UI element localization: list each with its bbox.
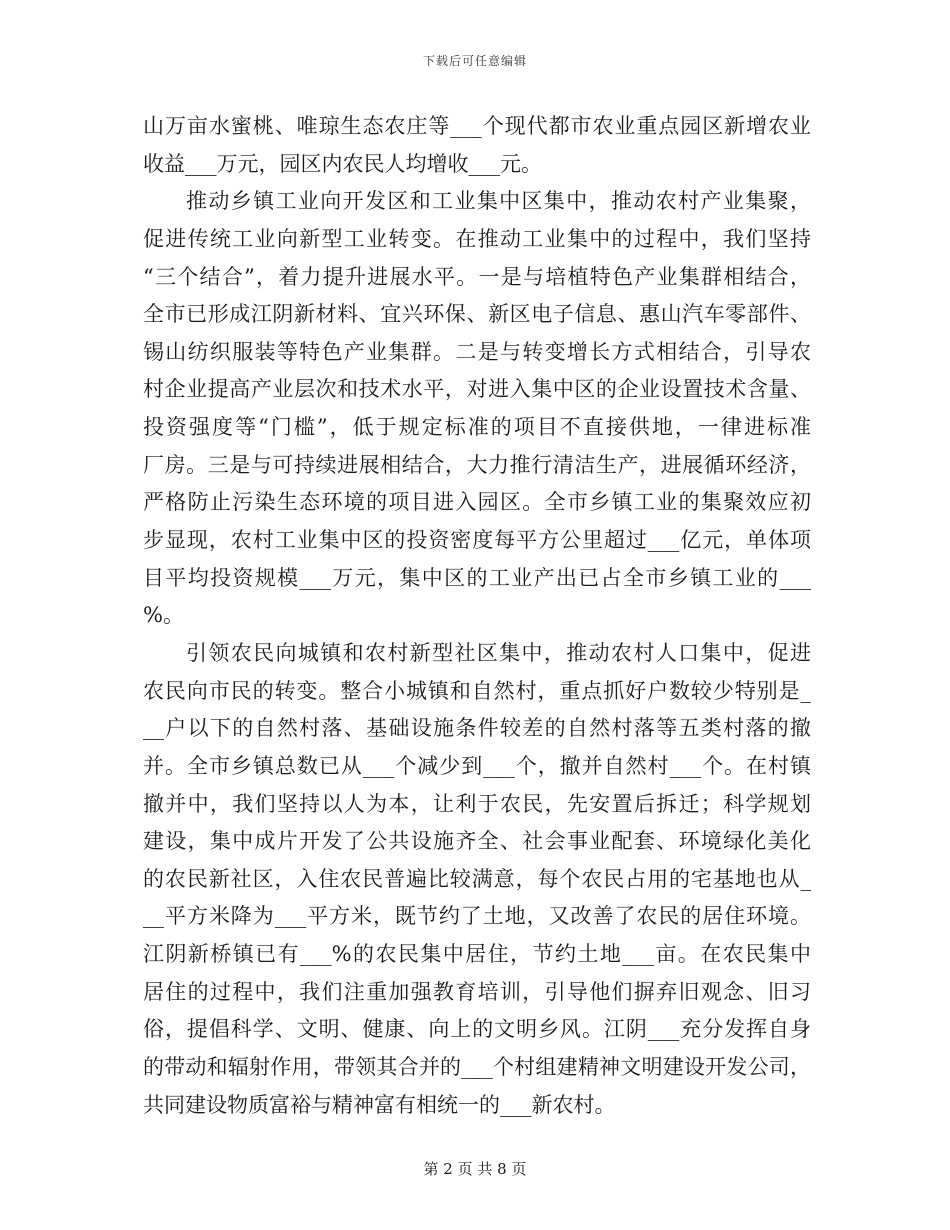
text-line: 投资强度等“门槛”，低于规定标准的项目不直接供地，一律进标准 [143,415,811,440]
text-line: 撤并中，我们坚持以人为本，让利于农民，先安置后拆迁；科学规划 [143,791,811,816]
paragraph-1 [143,108,811,183]
text-line: 引领农民向城镇和农村新型社区集中，推动农村人口集中，促进 [186,640,811,665]
text-line: 居住的过程中，我们注重加强教育培训，引导他们摒弃旧观念、旧习 [143,979,811,1004]
text-line: 严格防止污染生态环境的项目进入园区。全市乡镇工业的集聚效应初 [143,490,811,515]
text-line: 推动乡镇工业向开发区和工业集中区集中，推动农村产业集聚， [186,189,811,214]
text-line: 的农民新社区，入住农民普遍比较满意，每个农民占用的宅基地也从_ [143,866,811,891]
text-line: 共同建设物质富裕与精神富有相统一的___新农村。 [143,1092,616,1117]
text-line: 锡山纺织服装等特色产业集群。二是与转变增长方式相结合，引导农 [143,339,811,364]
text-line: 全市已形成江阴新材料、宜兴环保、新区电子信息、惠山汽车零部件、 [143,302,811,327]
text-line: 村企业提高产业层次和技术水平，对进入集中区的企业设置技术含量、 [143,377,811,402]
text-line: “三个结合”，着力提升进展水平。一是与培植特色产业集群相结合， [143,264,811,289]
text-line: 山万亩水蜜桃、唯琼生态农庄等___个现代都市农业重点园区新增农业 [143,114,811,138]
text-line: 促进传统工业向新型工业转变。在推动工业集中的过程中，我们坚持 [143,226,811,251]
text-line: 俗，提倡科学、文明、健康、向上的文明乡风。江阴___充分发挥自身 [143,1017,811,1042]
text-line: 江阴新桥镇已有___%的农民集中居住，节约土地___亩。在农民集中 [143,942,811,967]
text-line: 步显现，农村工业集中区的投资密度每平方公里超过___亿元，单体项 [143,528,811,553]
text-line: 厂房。三是与可持续进展相结合，大力推行清洁生产，进展循环经济， [143,452,811,477]
text-line: 建设，集中成片开发了公共设施齐全、社会事业配套、环境绿化美化 [143,829,811,854]
text-line: __户以下的自然村落、基础设施条件较差的自然村落等五类村落的撤 [143,716,811,741]
text-line: __平方米降为___平方米，既节约了土地，又改善了农民的居住环境。 [143,904,811,929]
page-number: 第 2 页 共 8 页 [423,1160,527,1178]
text-line: 农民向市民的转变。整合小城镇和自然村，重点抓好户数较少特别是_ [143,678,811,703]
text-line: 收益___万元，园区内农民人均增收___元。 [143,151,542,176]
paragraph-3 [143,635,811,1124]
text-line: 的带动和辐射作用，带领其合并的___个村组建精神文明建设开发公司， [143,1055,811,1080]
paragraph-2 [143,183,811,635]
page-header: 下载后可任意编辑 [422,54,527,68]
text-line: 并。全市乡镇总数已从___个减少到___个，撤并自然村___个。在村镇 [143,753,811,778]
document-body [143,108,811,1124]
text-line: %。 [143,603,184,628]
text-line: 目平均投资规模___万元，集中区的工业产出已占全市乡镇工业的___ [143,565,811,590]
